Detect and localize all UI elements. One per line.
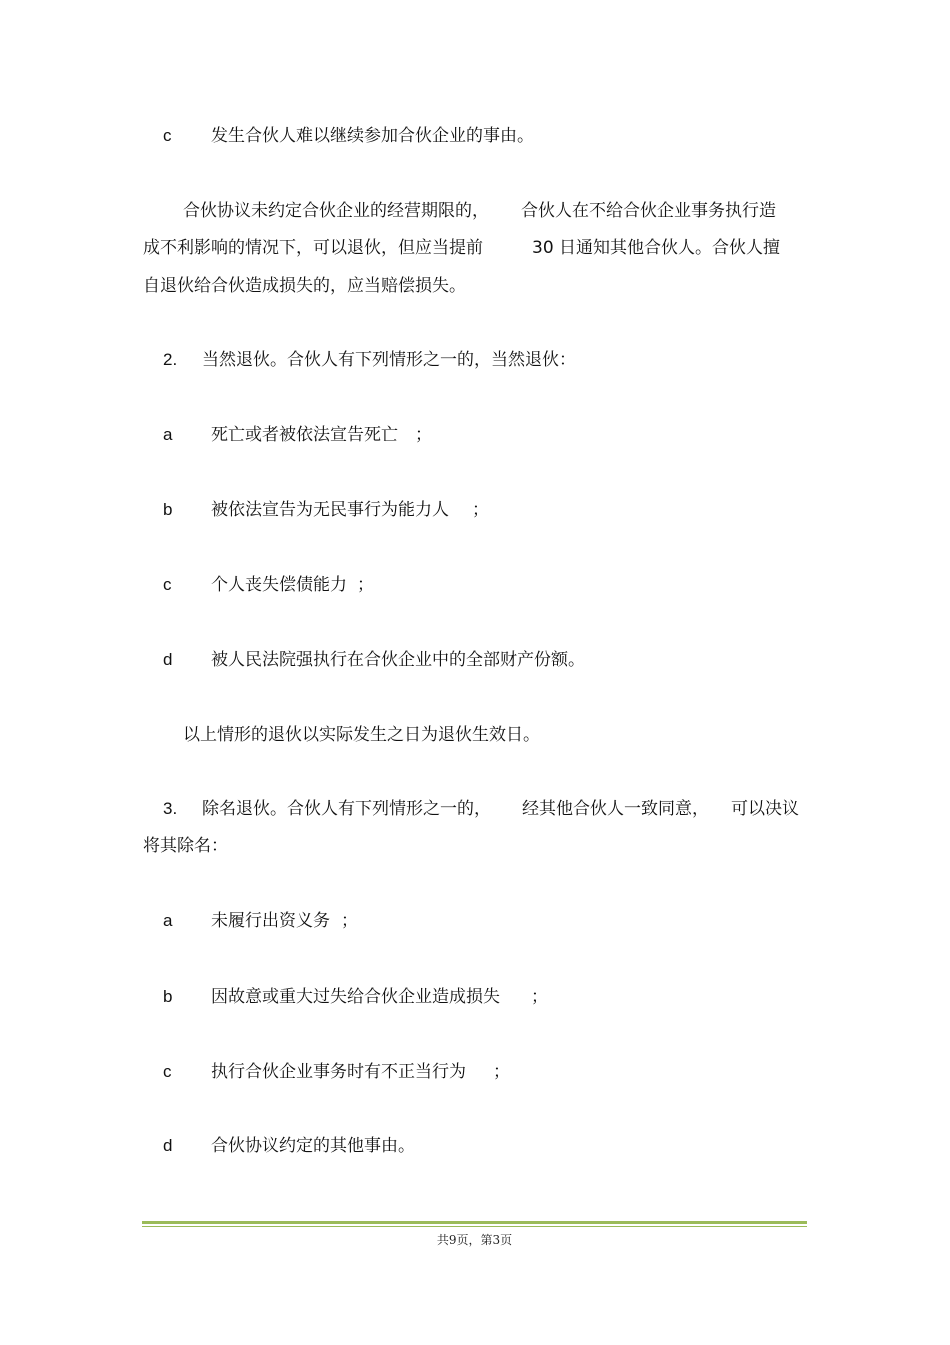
list-item-text: 被人民法院强执行在合伙企业中的全部财产份额。 (211, 650, 585, 670)
list-item-text: 执行合伙企业事务时有不正当行为 (211, 1062, 466, 1082)
list-marker: a (163, 911, 173, 930)
list-item-text: 被依法宣告为无民事行为能力人 (211, 500, 449, 520)
section-heading: 可以决议 (731, 799, 799, 819)
section-heading: 当然退伙。合伙人有下列情形之一的，当然退伙： (202, 350, 576, 370)
footer-rule (142, 1221, 807, 1224)
paragraph-line: 30 日通知其他合伙人。合伙人擅 (532, 238, 781, 258)
list-item-text: 发生合伙人难以继续参加合伙企业的事由。 (211, 126, 534, 146)
page-footer: 共9页，第3页 (436, 1233, 513, 1247)
list-marker: c (163, 126, 172, 145)
list-item-text: 未履行出资义务 (211, 911, 330, 931)
list-item-text: 因故意或重大过失给合伙企业造成损失 (211, 987, 500, 1007)
list-item-text: 死亡或者被依法宣告死亡 (211, 425, 398, 445)
section-number: 2. (163, 350, 178, 369)
section-heading: 除名退伙。合伙人有下列情形之一的， (202, 799, 491, 819)
list-item-tail: ； (357, 575, 374, 595)
list-marker: d (163, 650, 173, 669)
list-item-text: 个人丧失偿债能力 (211, 575, 347, 595)
list-marker: b (163, 500, 173, 519)
list-marker: c (163, 575, 172, 594)
list-item-text: 合伙协议约定的其他事由。 (211, 1136, 415, 1156)
list-marker: d (163, 1136, 173, 1155)
paragraph-line: 合伙协议未约定合伙企业的经营期限的， (183, 201, 489, 221)
list-marker: c (163, 1062, 172, 1081)
paragraph-line: 成不利影响的情况下，可以退伙，但应当提前 (143, 238, 483, 258)
footer-rule (142, 1226, 807, 1227)
list-marker: b (163, 987, 173, 1006)
list-item-tail: ； (415, 425, 432, 445)
list-item-tail: ； (493, 1062, 510, 1082)
paragraph-line: 自退伙给合伙造成损失的，应当赔偿损失。 (143, 276, 466, 296)
section-heading: 将其除名： (143, 836, 228, 856)
list-marker: a (163, 425, 173, 444)
paragraph-line: 以上情形的退伙以实际发生之日为退伙生效日。 (183, 725, 540, 745)
section-heading: 经其他合伙人一致同意， (522, 799, 709, 819)
list-item-tail: ； (531, 987, 548, 1007)
list-item-tail: ； (472, 500, 489, 520)
list-item-tail: ； (341, 911, 358, 931)
section-number: 3. (163, 799, 178, 818)
paragraph-line: 合伙人在不给合伙企业事务执行造 (521, 201, 776, 221)
